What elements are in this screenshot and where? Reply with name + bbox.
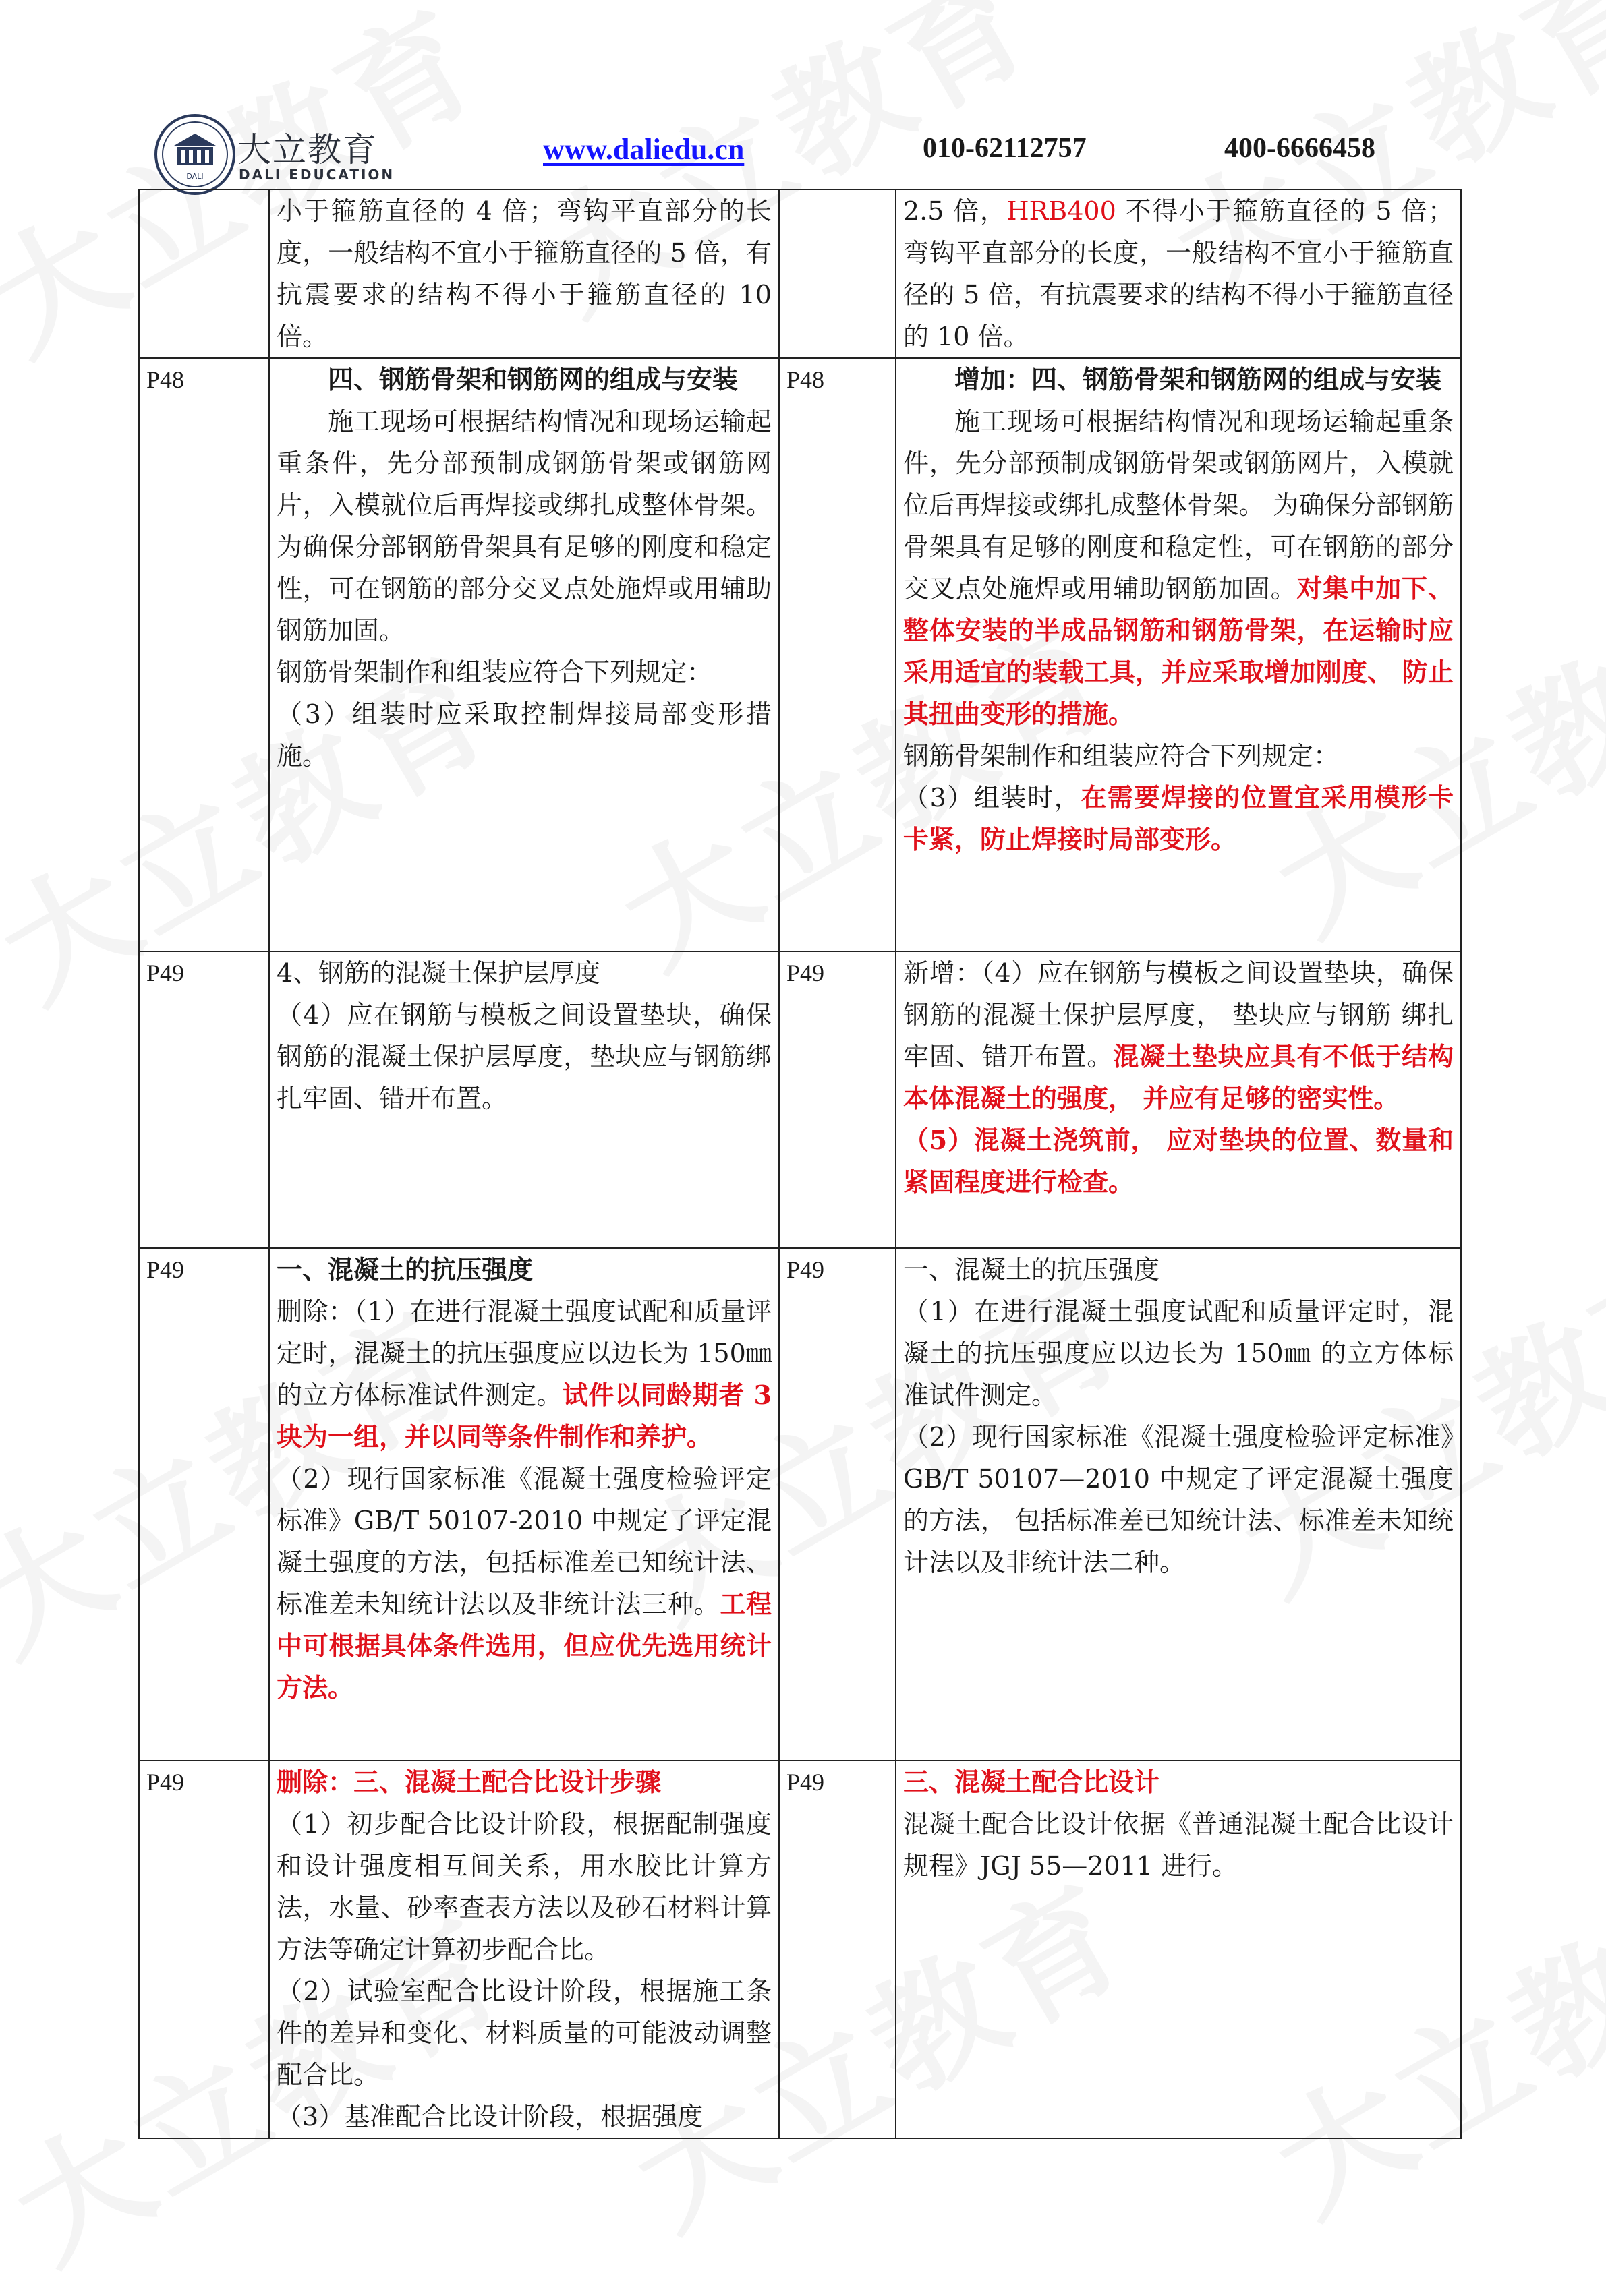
paragraph <box>903 735 1454 777</box>
comparison-table-body <box>139 189 1461 2138</box>
paragraph-text: 2.5 倍，HRB400 不得小于箍筋直径的 5 倍；弯钩平直部分的长度，一般结构不宜小于箍筋直径的 5 倍，有抗震要求的结构不得小于箍筋直径的 10 倍。 <box>903 196 1454 351</box>
paragraph-text: 钢筋骨架制作和组装应符合下列规定： <box>277 657 713 687</box>
website-link[interactable]: www.daliedu.cn <box>543 133 745 166</box>
paragraph <box>277 359 772 401</box>
phone-number-1: 010-62112757 <box>923 133 1087 164</box>
paragraph <box>903 1803 1454 1887</box>
old-text-cell <box>269 1761 779 2138</box>
page-ref-cell: P49 <box>779 951 896 1248</box>
paragraph-text: （1）在进行混凝土强度试配和质量评定时，混凝土的抗压强度应以边长为 150㎜ 的立方体标准试件测定。 <box>903 1297 1454 1410</box>
paragraph <box>277 190 780 357</box>
highlighted-change-text: 试件以同龄期者 3 块为一组，并以同等条件制作和养护。 <box>277 1380 781 1452</box>
paragraph-text: 钢筋骨架制作和组装应符合下列规定： <box>903 741 1340 771</box>
page-ref-cell: P48 <box>139 358 269 951</box>
page-ref-cell: P49 <box>779 1761 896 2138</box>
paragraph <box>277 994 772 1119</box>
new-text-cell <box>896 951 1461 1248</box>
highlighted-change-text: （5）混凝土浇筑前， 应对垫块的位置、数量和紧固程度进行检查。 <box>903 1125 1454 1197</box>
paragraph-text: 一、混凝土的抗压强度 <box>903 1255 1160 1285</box>
phone-number-2: 400-6666458 <box>1224 133 1375 164</box>
table-row <box>139 951 1461 1248</box>
paragraph <box>277 1803 772 1970</box>
paragraph-text: （3）组装时， <box>903 783 1081 813</box>
paragraph <box>903 1291 1454 1416</box>
paragraph-text: 一、混凝土的抗压强度 <box>277 1254 534 1285</box>
paragraph <box>903 190 1454 357</box>
comparison-table <box>138 189 1462 2139</box>
paragraph <box>903 1249 1454 1291</box>
logo-mark: DALI <box>186 172 204 181</box>
paragraph <box>903 1761 1454 1803</box>
paragraph <box>903 1416 1454 1583</box>
page-ref-cell <box>779 189 896 358</box>
brand-name-cn: 大立教育 <box>237 130 378 169</box>
page-ref-cell: P49 <box>139 1761 269 2138</box>
new-text-cell <box>896 189 1461 358</box>
old-text-cell <box>269 951 779 1248</box>
paragraph <box>277 2096 772 2138</box>
paragraph <box>277 401 772 651</box>
table-row <box>139 189 1461 358</box>
paragraph <box>903 952 1454 1119</box>
highlighted-change-text: 对集中加下、 整体安装的半成品钢筋和钢筋骨架，在运输时应采用适宜的装载工具，并应采取增加刚度、 防止其扭曲变形的措施。 <box>903 573 1463 729</box>
paragraph-text: 小于箍筋直径的 4 倍；弯钩平直部分的长度，一般结构不宜小于箍筋直径的 5 倍，有抗震要求的结构不得小于箍筋直径的 10 倍。 <box>277 196 780 351</box>
table-row <box>139 1761 1461 2138</box>
old-text-cell <box>269 1248 779 1761</box>
paragraph-text: 混凝土配合比设计依据《普通混凝土配合比设计规程》JGJ 55—2011 进行。 <box>903 1809 1454 1881</box>
page-ref-cell: P49 <box>139 951 269 1248</box>
new-text-cell <box>896 358 1461 951</box>
old-text-cell <box>269 189 779 358</box>
paragraph-text: 四、钢筋骨架和钢筋网的组成与安装 <box>328 364 739 394</box>
highlighted-change-text: 混凝土垫块应具有不低于结构本体混凝土的强度， 并应有足够的密实性。 <box>903 1041 1454 1113</box>
paragraph <box>277 1291 781 1458</box>
paragraph-text: 施工现场可根据结构情况和现场运输起重条件，先分部预制成钢筋骨架或钢筋网片，入模就位后再焊接或绑扎成整体骨架。 为确保分部钢筋骨架具有足够的刚度和稳定性，可在钢筋的部分交叉点处施焊或用辅助钢筋加固。 <box>903 407 1454 604</box>
brand-name-en: DALI EDUCATION <box>239 167 395 183</box>
page-ref-cell: P49 <box>779 1248 896 1761</box>
table-row <box>139 1248 1461 1761</box>
paragraph-text: 4、钢筋的混凝土保护层厚度 <box>277 958 601 988</box>
paragraph <box>277 651 772 693</box>
new-text-cell <box>896 1248 1461 1761</box>
page-ref-cell <box>139 189 269 358</box>
table-row <box>139 358 1461 951</box>
old-text-cell <box>269 358 779 951</box>
page-ref-cell: P49 <box>139 1248 269 1761</box>
paragraph <box>277 1761 772 1803</box>
paragraph-text: （2）试验室配合比设计阶段，根据施工条件的差异和变化、材料质量的可能波动调整配合比。 <box>277 1976 772 2090</box>
dali-logo-icon <box>154 113 236 196</box>
page-ref-cell: P48 <box>779 358 896 951</box>
paragraph-text: （1）初步配合比设计阶段，根据配制强度和设计强度相互间关系，用水胶比计算方法，水量、砂率查表方法以及砂石材料计算方法等确定计算初步配合比。 <box>277 1809 772 1964</box>
paragraph-text: 新增：（4）应在钢筋与模板之间设置垫块，确保钢筋的混凝土保护层厚度， 垫块应与钢筋 绑扎牢固、错开布置。 <box>903 958 1454 1071</box>
paragraph <box>903 777 1454 860</box>
paragraph-text: 删除：（1）在进行混凝土强度试配和质量评定时，混凝土的抗压强度应以边长为 150㎜ 的立方体标准试件测定。 <box>277 1297 780 1410</box>
paragraph <box>277 1458 772 1709</box>
paragraph <box>903 1119 1454 1203</box>
new-text-cell <box>896 1761 1461 2138</box>
paragraph <box>277 1249 772 1291</box>
paragraph-text: （2）现行国家标准《混凝土强度检验评定标准》GB/T 50107—2010 中规定了评定混凝土强度的方法， 包括标准差已知统计法、标准差未知统计法以及非统计法二种。 <box>903 1422 1454 1577</box>
paragraph <box>903 359 1454 401</box>
paragraph <box>277 952 772 994</box>
paragraph-text: 增加：四、钢筋骨架和钢筋网的组成与安装 <box>954 364 1442 394</box>
paragraph-text: （3）基准配合比设计阶段，根据强度 <box>277 2102 704 2131</box>
paragraph-text: （3）组装时应采取控制焊接局部变形措施。 <box>277 699 772 771</box>
page-header <box>0 0 1606 189</box>
highlighted-change-text: 三、混凝土配合比设计 <box>903 1767 1160 1797</box>
paragraph-text: （4）应在钢筋与模板之间设置垫块，确保钢筋的混凝土保护层厚度，垫块应与钢筋绑扎牢固、错开布置。 <box>277 1000 772 1113</box>
paragraph-text: （2）现行国家标准《混凝土强度检验评定标准》GB/T 50107-2010 中规定了评定混凝土强度的方法，包括标准差已知统计法、标准差未知统计法以及非统计法三种。 <box>277 1464 772 1619</box>
paragraph <box>903 401 1463 735</box>
paragraph <box>277 1970 772 2096</box>
highlighted-change-text: 工程中可根据具体条件选用，但应优先选用统计方法。 <box>277 1589 772 1703</box>
highlighted-change-text: 在需要焊接的位置宜采用模形卡卡紧，防止焊接时局部变形。 <box>903 782 1454 854</box>
highlighted-change-text: 删除：三、混凝土配合比设计步骤 <box>277 1767 662 1797</box>
paragraph <box>277 693 772 777</box>
highlighted-change-text: HRB400 <box>1006 196 1116 226</box>
paragraph-text: 施工现场可根据结构情况和现场运输起重条件，先分部预制成钢筋骨架或钢筋网片，入模就位后再焊接或绑扎成整体骨架。为确保分部钢筋骨架具有足够的刚度和稳定性，可在钢筋的部分交叉点处施焊或用辅助钢筋加固。 <box>277 407 772 645</box>
